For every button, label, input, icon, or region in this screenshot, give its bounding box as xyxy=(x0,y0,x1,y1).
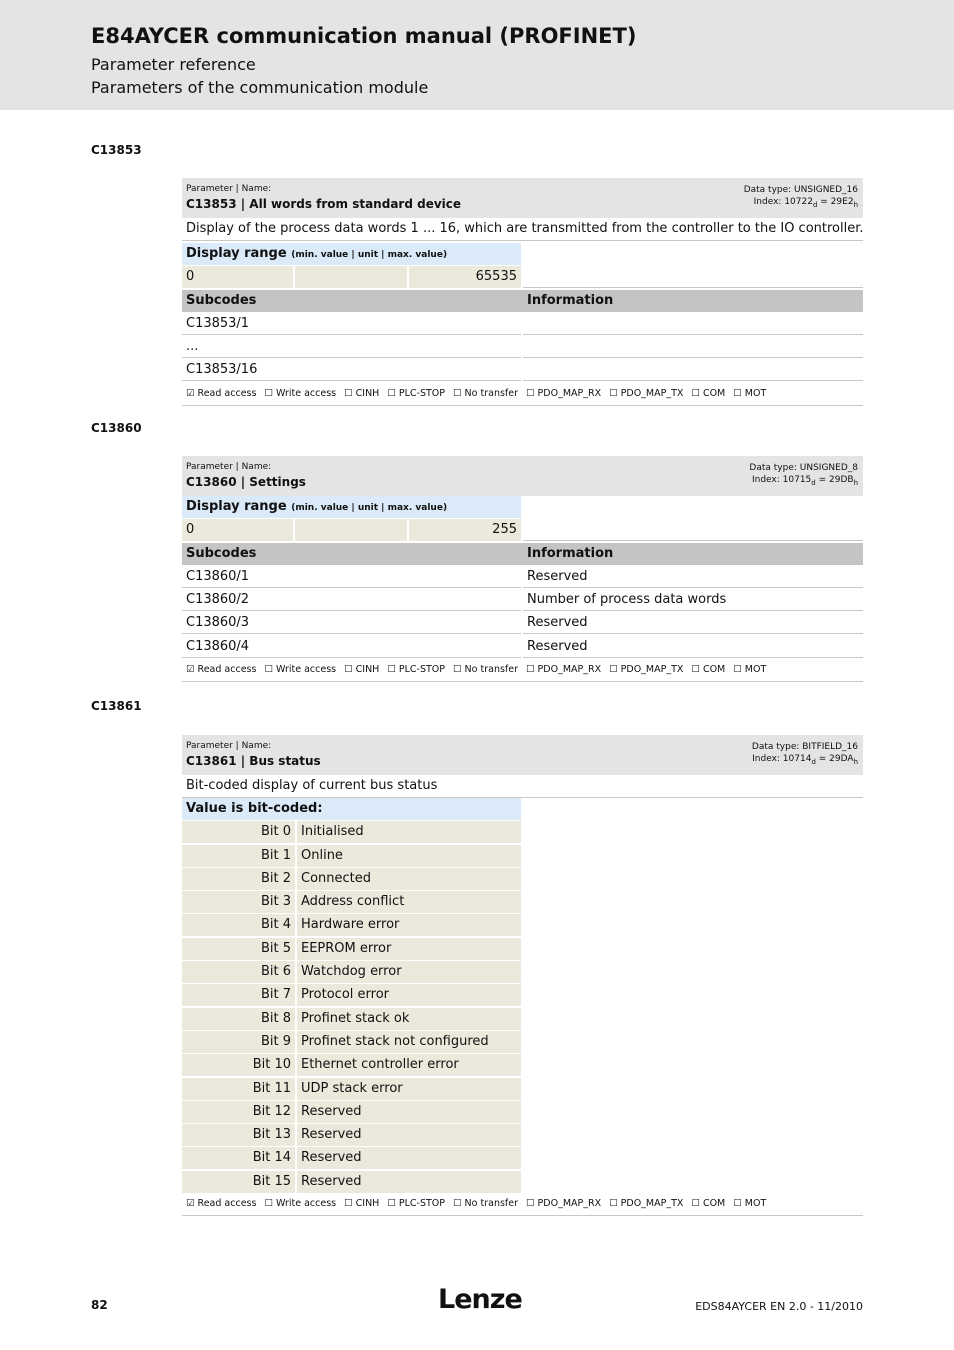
bit-meaning: Hardware error xyxy=(297,914,521,936)
flag-no-transfer: ☐ No transfer xyxy=(453,664,519,676)
datatype-text: Data type: BITFIELD_16 xyxy=(751,742,858,752)
subcode-cell: C13853/16 xyxy=(182,359,521,381)
bit-number: Bit 6 xyxy=(182,961,295,983)
bit-meaning: UDP stack error xyxy=(297,1078,521,1100)
info-cell: Reserved xyxy=(523,636,863,658)
bit-row xyxy=(182,914,521,936)
table-row xyxy=(182,566,863,588)
subcodes-header-row xyxy=(182,543,863,565)
flag-mot: ☐ MOT xyxy=(733,664,767,676)
range-max: 65535 xyxy=(409,266,521,288)
bit-row xyxy=(182,984,521,1006)
bit-meaning: Watchdog error xyxy=(297,961,521,983)
bit-number: Bit 1 xyxy=(182,845,295,867)
flag-cinh: ☐ CINH xyxy=(344,664,380,676)
lenze-logo: Lenze xyxy=(438,1284,522,1315)
bit-row xyxy=(182,1171,521,1193)
bit-row xyxy=(182,1008,521,1030)
bit-number: Bit 4 xyxy=(182,914,295,936)
flag-pdo-map-tx: ☐ PDO_MAP_TX xyxy=(609,664,684,676)
flag-cinh: ☐ CINH xyxy=(344,1197,380,1209)
display-range-values-row xyxy=(182,519,863,541)
flag-cinh: ☐ CINH xyxy=(344,387,380,399)
flag-write: ☐ Write access xyxy=(264,387,337,399)
display-range-label: Display range (min. value | unit | max. value) xyxy=(182,243,521,265)
bitcoded-label: Value is bit-coded: xyxy=(182,798,521,820)
param-header xyxy=(182,178,863,218)
range-min: 0 xyxy=(182,266,293,288)
page-number: 82 xyxy=(91,1298,108,1312)
param-description: Display of the process data words 1 ... 16, which are transmitted from the controller to the IO controller. xyxy=(182,218,863,241)
bit-number: Bit 12 xyxy=(182,1101,295,1123)
display-range-values xyxy=(182,266,521,288)
bit-row xyxy=(182,1078,521,1100)
manual-title: E84AYCER communication manual (PROFINET) xyxy=(91,24,637,48)
flag-plc-stop: ☐ PLC-STOP xyxy=(387,387,446,399)
bit-meaning: Protocol error xyxy=(297,984,521,1006)
param-header xyxy=(182,735,863,775)
flag-no-transfer: ☐ No transfer xyxy=(453,1197,519,1209)
table-row xyxy=(182,313,863,335)
subcode-cell: C13860/4 xyxy=(182,636,521,658)
flag-write: ☐ Write access xyxy=(264,664,337,676)
bit-row xyxy=(182,938,521,960)
display-range-blank xyxy=(523,266,863,288)
bit-meaning: Initialised xyxy=(297,821,521,843)
display-range-values xyxy=(182,519,521,541)
bit-row xyxy=(182,1031,521,1053)
bit-row xyxy=(182,821,521,843)
bit-row xyxy=(182,1147,521,1169)
bit-row xyxy=(182,961,521,983)
param-name-label: Parameter | Name: xyxy=(186,462,272,472)
access-flags xyxy=(182,1193,863,1216)
subcode-cell: ... xyxy=(182,336,521,358)
subcode-cell: C13853/1 xyxy=(182,313,521,335)
display-range-blank xyxy=(523,243,863,265)
flag-read: ☑ Read access xyxy=(186,387,257,399)
bit-row xyxy=(182,1101,521,1123)
bit-row xyxy=(182,845,521,867)
flag-mot: ☐ MOT xyxy=(733,1197,767,1209)
param-name: C13860 | Settings xyxy=(186,475,306,489)
bit-row xyxy=(182,1124,521,1146)
param-table-c13861 xyxy=(182,735,863,1216)
range-unit xyxy=(295,266,407,288)
flag-pdo-map-tx: ☐ PDO_MAP_TX xyxy=(609,387,684,399)
subcodes-header-row xyxy=(182,290,863,312)
display-range-header-row xyxy=(182,496,863,518)
bitcoded-blank xyxy=(523,798,863,820)
bit-row xyxy=(182,868,521,890)
flag-pdo-map-rx: ☐ PDO_MAP_RX xyxy=(526,1197,602,1209)
table-row xyxy=(182,612,863,634)
flag-pdo-map-tx: ☐ PDO_MAP_TX xyxy=(609,1197,684,1209)
table-row xyxy=(182,636,863,658)
flag-plc-stop: ☐ PLC-STOP xyxy=(387,664,446,676)
range-max: 255 xyxy=(409,519,521,541)
subcodes-header: Subcodes xyxy=(182,290,521,312)
param-description: Bit-coded display of current bus status xyxy=(182,775,863,798)
bit-number: Bit 3 xyxy=(182,891,295,913)
bit-meaning: Reserved xyxy=(297,1124,521,1146)
table-row xyxy=(182,336,863,358)
bit-meaning: Profinet stack not configured xyxy=(297,1031,521,1053)
param-name: C13861 | Bus status xyxy=(186,754,321,768)
bit-number: Bit 10 xyxy=(182,1054,295,1076)
flag-read: ☑ Read access xyxy=(186,664,257,676)
page-header xyxy=(0,0,954,110)
index-text: Index: $10722_d = 29E2_h$ xyxy=(753,197,858,209)
param-name: C13853 | All words from standard device xyxy=(186,197,462,211)
range-min: 0 xyxy=(182,519,293,541)
bit-meaning: Reserved xyxy=(297,1101,521,1123)
bit-meaning: EEPROM error xyxy=(297,938,521,960)
bit-meaning: Address conflict xyxy=(297,891,521,913)
param-table-c13860 xyxy=(182,456,863,682)
bit-number: Bit 15 xyxy=(182,1171,295,1193)
bit-meaning: Reserved xyxy=(297,1171,521,1193)
bit-number: Bit 9 xyxy=(182,1031,295,1053)
index-text: Index: $10715_d = 29DB_h$ xyxy=(751,475,858,487)
bit-number: Bit 2 xyxy=(182,868,295,890)
bit-row xyxy=(182,1054,521,1076)
bit-number: Bit 13 xyxy=(182,1124,295,1146)
param-heading-c13861: C13861 xyxy=(91,699,142,713)
param-heading-c13853: C13853 xyxy=(91,143,142,157)
section-title: Parameters of the communication module xyxy=(91,78,429,97)
param-name-label: Parameter | Name: xyxy=(186,741,272,751)
chapter-title: Parameter reference xyxy=(91,55,256,74)
flag-pdo-map-rx: ☐ PDO_MAP_RX xyxy=(526,664,602,676)
subcode-cell: C13860/2 xyxy=(182,589,521,611)
flag-read: ☑ Read access xyxy=(186,1197,257,1209)
display-range-header-row xyxy=(182,243,863,265)
bitcoded-header-row xyxy=(182,798,863,820)
flag-com: ☐ COM xyxy=(691,387,726,399)
bit-meaning: Reserved xyxy=(297,1147,521,1169)
bit-row xyxy=(182,891,521,913)
param-datatype xyxy=(744,184,858,211)
access-flags xyxy=(182,383,863,406)
range-unit xyxy=(295,519,407,541)
param-datatype xyxy=(752,741,858,768)
display-range-blank xyxy=(523,519,863,541)
bit-number: Bit 8 xyxy=(182,1008,295,1030)
bit-meaning: Ethernet controller error xyxy=(297,1054,521,1076)
bit-meaning: Profinet stack ok xyxy=(297,1008,521,1030)
param-heading-c13860: C13860 xyxy=(91,421,142,435)
document-id: EDS84AYCER EN 2.0 - 11/2010 xyxy=(695,1300,863,1313)
subcode-cell: C13860/1 xyxy=(182,566,521,588)
flag-pdo-map-rx: ☐ PDO_MAP_RX xyxy=(526,387,602,399)
access-flags xyxy=(182,659,863,682)
flag-no-transfer: ☐ No transfer xyxy=(453,387,519,399)
param-header xyxy=(182,456,863,496)
subcodes-header: Subcodes xyxy=(182,543,521,565)
bit-list xyxy=(182,821,521,1192)
info-cell xyxy=(523,313,863,335)
flag-plc-stop: ☐ PLC-STOP xyxy=(387,1197,446,1209)
table-row xyxy=(182,589,863,611)
bit-number: Bit 7 xyxy=(182,984,295,1006)
display-range-blank xyxy=(523,496,863,518)
bit-meaning: Online xyxy=(297,845,521,867)
bit-number: Bit 0 xyxy=(182,821,295,843)
bit-number: Bit 11 xyxy=(182,1078,295,1100)
flag-write: ☐ Write access xyxy=(264,1197,337,1209)
bit-number: Bit 5 xyxy=(182,938,295,960)
display-range-label: Display range (min. value | unit | max. value) xyxy=(182,496,521,518)
index-text: Index: $10714_d = 29DA_h$ xyxy=(752,754,858,766)
param-datatype xyxy=(749,462,858,489)
information-header: Information xyxy=(523,543,863,565)
flag-com: ☐ COM xyxy=(691,664,726,676)
display-range-values-row xyxy=(182,266,863,288)
bit-meaning: Connected xyxy=(297,868,521,890)
info-cell xyxy=(523,359,863,381)
param-name-label: Parameter | Name: xyxy=(186,184,272,194)
subcode-cell: C13860/3 xyxy=(182,612,521,634)
datatype-text: Data type: UNSIGNED_16 xyxy=(743,185,858,195)
information-header: Information xyxy=(523,290,863,312)
datatype-text: Data type: UNSIGNED_8 xyxy=(749,463,858,473)
info-cell: Reserved xyxy=(523,566,863,588)
bit-number: Bit 14 xyxy=(182,1147,295,1169)
flag-mot: ☐ MOT xyxy=(733,387,767,399)
param-table-c13853 xyxy=(182,178,863,406)
flag-com: ☐ COM xyxy=(691,1197,726,1209)
info-cell: Reserved xyxy=(523,612,863,634)
table-row xyxy=(182,359,863,381)
info-cell xyxy=(523,336,863,358)
info-cell: Number of process data words xyxy=(523,589,863,611)
